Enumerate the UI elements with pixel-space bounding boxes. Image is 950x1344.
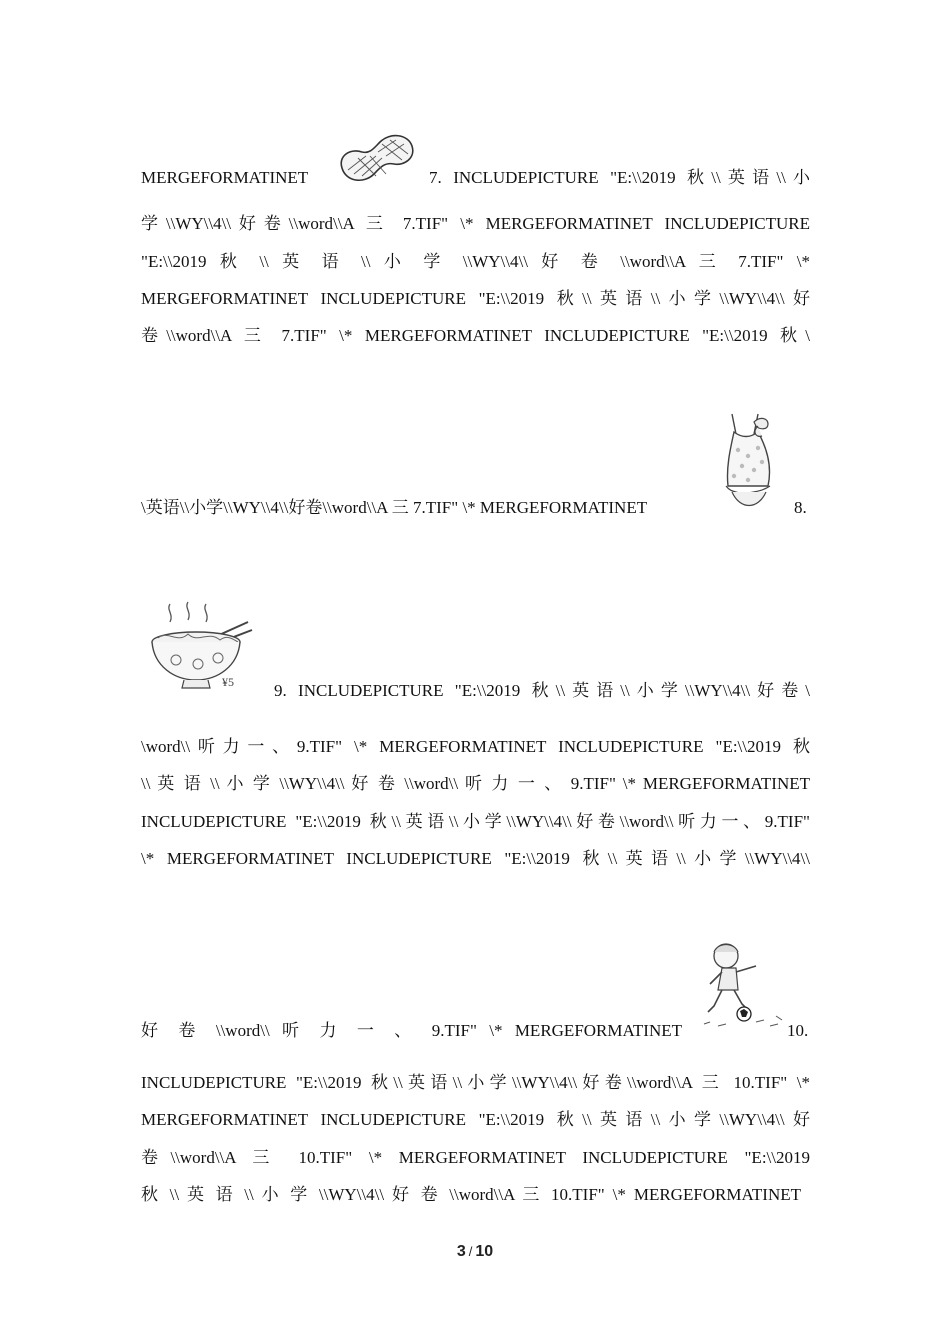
text-line-15: 卷\\word\\A 三 10.TIF" \* MERGEFORMATINET INCLUDEPICTURE "E:\\2019: [141, 1148, 810, 1167]
text-line-1a: MERGEFORMATINET: [141, 168, 309, 187]
text-line-6a: \英语\\小学\\WY\\4\\好卷\\word\\A 三 7.TIF" \* MERGEFORMATINET: [141, 498, 648, 517]
noodle-bowl-image: [148, 600, 256, 692]
text-line-5: 卷\\word\\A 三 7.TIF" \* MERGEFORMATINET INCLUDEPICTURE "E:\\2019 秋\: [141, 326, 810, 345]
page-separator: /: [468, 1244, 473, 1259]
text-line-14: MERGEFORMATINET INCLUDEPICTURE "E:\\2019 秋\\英语\\小学\\WY\\4\\好: [141, 1110, 810, 1129]
text-line-1b: 7. INCLUDEPICTURE "E:\\2019 秋\\英语\\小: [429, 168, 810, 187]
text-line-9: \\ 英 语 \\ 小 学 \\WY\\4\\ 好 卷 \\word\\ 听 力 一 、 9.TIF" \* MERGEFORMATINET: [141, 774, 810, 793]
text-line-2: 学\\WY\\4\\好卷\\word\\A 三 7.TIF" \* MERGEFORMATINET INCLUDEPICTURE: [141, 214, 810, 233]
text-line-11: \* MERGEFORMATINET INCLUDEPICTURE "E:\\2019 秋\\英语\\小学\\WY\\4\\: [141, 849, 810, 868]
text-line-8: \word\\听力一、9.TIF" \* MERGEFORMATINET INCLUDEPICTURE "E:\\2019 秋: [141, 737, 810, 756]
text-line-13: INCLUDEPICTURE "E:\\2019 秋\\英语\\小学\\WY\\4\\好卷\\word\\A 三 10.TIF" \*: [141, 1073, 810, 1092]
football-boy-image: [702, 940, 784, 1032]
text-line-4: MERGEFORMATINET INCLUDEPICTURE "E:\\2019 秋\\英语\\小学\\WY\\4\\好: [141, 289, 810, 308]
text-line-16: 秋 \\ 英 语 \\ 小 学 \\WY\\4\\ 好 卷 \\word\\A 三 10.TIF" \* MERGEFORMATINET: [141, 1185, 801, 1204]
peanut-image: [336, 126, 416, 186]
text-line-6b: 8.: [794, 498, 807, 517]
noodle-price-label: ¥5: [222, 675, 234, 689]
text-line-10: INCLUDEPICTURE "E:\\2019 秋\\英语\\小学\\WY\\4\\好卷\\word\\听力一、9.TIF": [141, 812, 810, 831]
text-line-12a: 好 卷 \\word\\ 听 力 一 、 9.TIF" \* MERGEFORMATINET: [141, 1021, 682, 1040]
text-line-7: 9. INCLUDEPICTURE "E:\\2019 秋\\英语\\小学\\WY\\4\\好卷\: [274, 681, 810, 700]
total-pages: 10: [475, 1243, 494, 1260]
text-line-3: "E:\\2019 秋 \\ 英 语 \\ 小 学 \\WY\\4\\ 好 卷 \\word\\A 三 7.TIF" \*: [141, 252, 810, 271]
swimsuit-image: [718, 410, 780, 515]
current-page: 3: [456, 1243, 466, 1260]
text-line-12b: 10.: [787, 1021, 809, 1040]
page-number: [0, 1243, 950, 1261]
